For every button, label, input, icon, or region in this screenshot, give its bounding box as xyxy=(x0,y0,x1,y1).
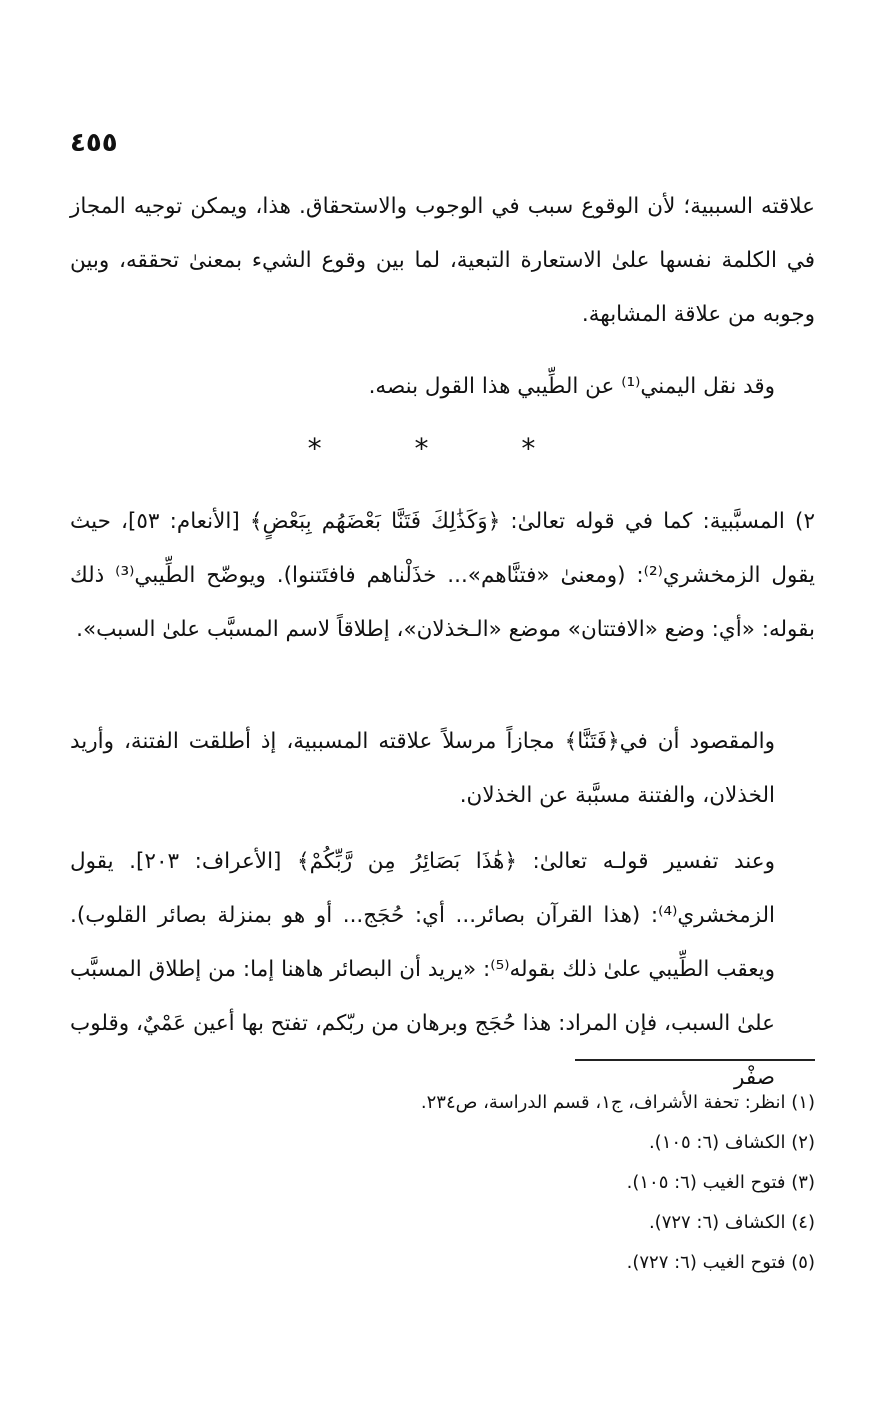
footnote-5: (٥) فتوح الغيب (٦: ٧٢٧). xyxy=(626,1252,815,1273)
section-separator: * * * xyxy=(307,432,578,465)
paragraph-5: وعند تفسير قولـه تعالىٰ: ﴿هَٰذَا بَصَائِرُ مِن رَّبِّكُمْ﴾ [الأعراف: ٢٠٣]. يقول الزمخشري⁽⁴⁾: (هذا القرآن بصائر... أي: حُجَج... أو هو بمنزلة بصائر القلوب). ويعقب الطِّيبي علىٰ ذلك بقوله⁽⁵⁾: «يريد أن البصائر هاهنا إما: من إطلاق المسبَّب علىٰ السبب، فإن المراد: هذا حُجَج وبرهان من ربّكم، تفتح بها أعين عَمْيٌ، وقلوب صفْر xyxy=(70,849,775,1090)
paragraph-1: علاقته السببية؛ لأن الوقوع سبب في الوجوب والاستحقاق. هذا، ويمكن توجيه المجاز في الكلمة نفسها علىٰ الاستعارة التبعية، لما بين وقوع الشيء بمعنىٰ تحققه، وبين وجوبه من علاقة المشابهة. xyxy=(70,194,815,327)
footnote-divider xyxy=(575,1059,815,1061)
footnote-1: (١) انظر: تحفة الأشراف، ج١، قسم الدراسة، ص٢٣٤. xyxy=(420,1092,815,1113)
page-number: ٤٥٥ xyxy=(70,128,118,158)
footnote-3: (٣) فتوح الغيب (٦: ١٠٥). xyxy=(626,1172,815,1193)
main-text xyxy=(70,180,815,1090)
paragraph-2: وقد نقل اليمني⁽¹⁾ عن الطِّيبي هذا القول بنصه. xyxy=(368,374,775,399)
footnote-2: (٢) الكشاف (٦: ١٠٥). xyxy=(648,1132,815,1153)
footnote-4: (٤) الكشاف (٦: ٧٢٧). xyxy=(648,1212,815,1233)
paragraph-4: والمقصود أن في﴿فَتَنَّا﴾ مجازاً مرسلاً علاقته المسببية، إذ أطلقت الفتنة، وأريد الخذلان، والفتنة مسبَّبة عن الخذلان. xyxy=(70,729,775,808)
paragraph-3: ٢) المسبَّبية: كما في قوله تعالىٰ: ﴿وَكَذَٰلِكَ فَتَنَّا بَعْضَهُم بِبَعْضٍ﴾ [الأنعام: ٥٣]، حيث يقول الزمخشري⁽²⁾: (ومعنىٰ «فتنَّاهم»... خذَلْناهم فافتَتنوا). ويوضّح الطِّيبي⁽³⁾ ذلك بقوله: «أي: وضع «الافتتان» موضع «الـخذلان»، إطلاقاً لاسم المسبَّب علىٰ السبب». xyxy=(70,509,815,642)
